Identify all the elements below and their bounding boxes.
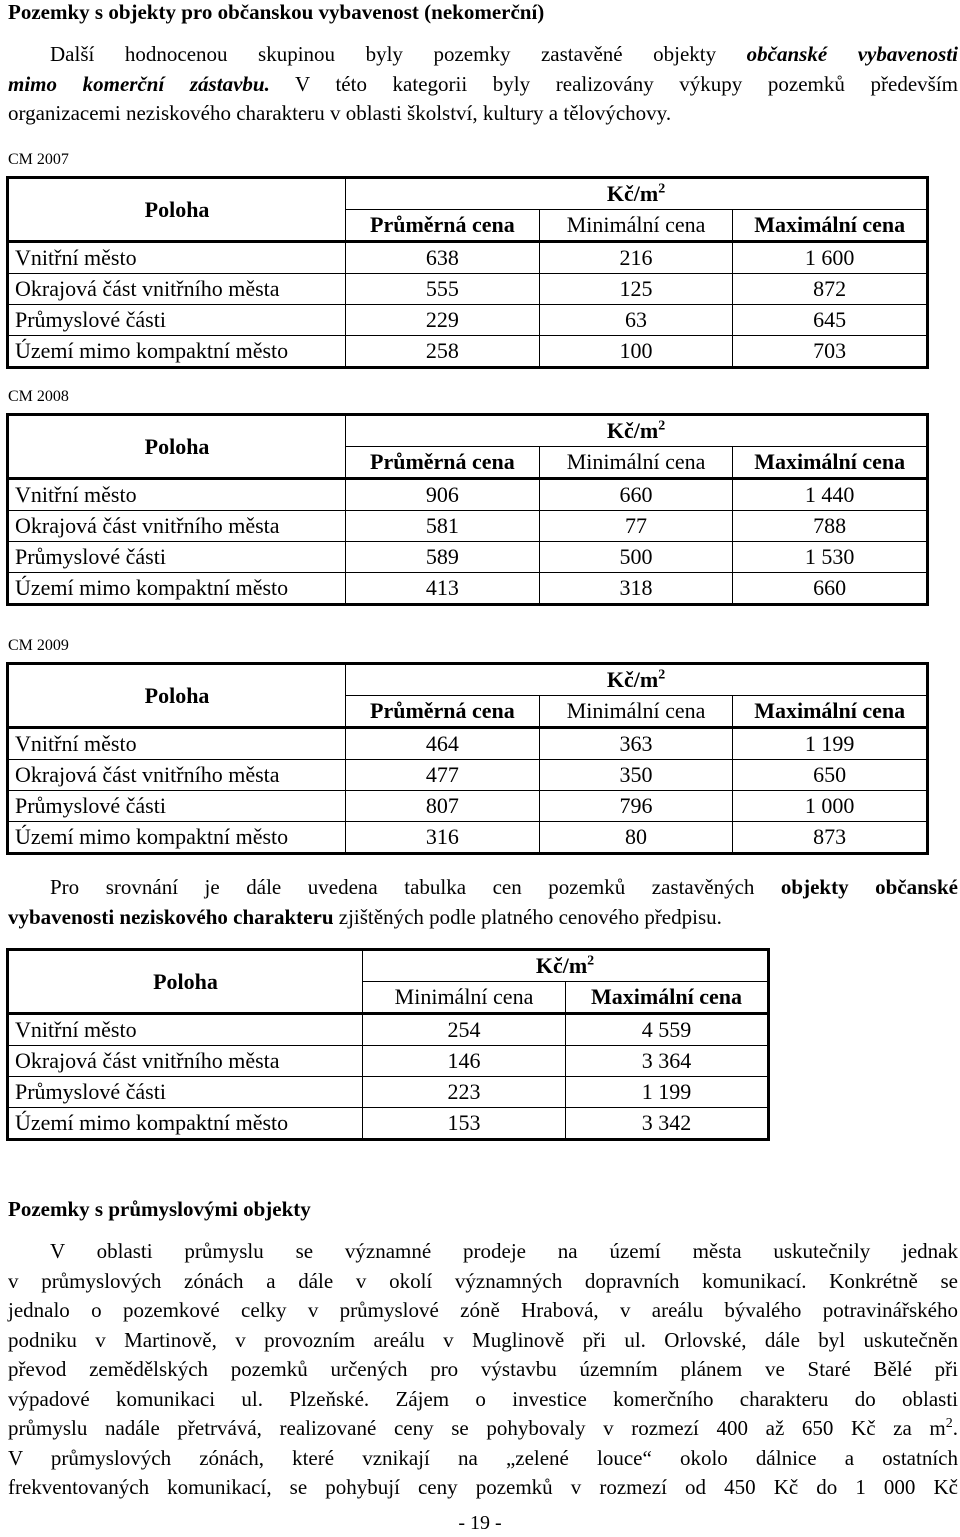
cell-location: Průmyslové části — [8, 791, 346, 822]
intro-emphasis: občanské vybavenosti — [746, 42, 959, 66]
cell-max: 3 342 — [566, 1108, 769, 1140]
header-location: Poloha — [8, 415, 346, 479]
cell-location: Území mimo kompaktní město — [8, 822, 346, 854]
cell-max: 650 — [733, 760, 928, 791]
intro-line-3 — [8, 99, 958, 129]
unit-label: Kč/m — [606, 667, 659, 692]
unit-superscript: 2 — [658, 418, 666, 434]
industrial-paragraph — [8, 1237, 958, 1503]
comparison-text: zjištěných podle platného cenového předpisu. — [333, 904, 722, 929]
comparison-paragraph — [8, 873, 958, 932]
cell-min: 77 — [539, 511, 733, 542]
cell-min: 223 — [363, 1077, 566, 1108]
page-number: - 19 - — [458, 1512, 502, 1534]
industrial-line: převod zemědělských pozemků určených pro výstavbu územním plánem ve Staré Bělé při — [8, 1357, 958, 1381]
intro-text: Další hodnocenou skupinou byly pozemky zastavěné objekty — [50, 42, 747, 66]
table-caption-2008: CM 2008 — [8, 388, 69, 405]
industrial-line: jednalo o pozemkové celky v průmyslové zóně Hrabová, v areálu bývalého potravinářského — [8, 1298, 958, 1322]
cell-location: Území mimo kompaktní město — [8, 573, 346, 605]
table-row — [8, 542, 928, 573]
cell-location: Vnitřní město — [8, 728, 346, 760]
comparison-line-2 — [8, 903, 958, 933]
cell-location: Okrajová část vnitřního města — [8, 274, 346, 305]
industrial-text: průmyslu nadále přetrvává, realizované ceny se pohybovaly v rozmezí 400 až 650 Kč za m — [8, 1416, 946, 1440]
table-row — [8, 760, 928, 791]
cell-location: Vnitřní město — [8, 1014, 363, 1046]
cell-min: 80 — [539, 822, 733, 854]
industrial-line: v průmyslových zónách a dále v okolí významných dopravních komunikací. Konkrétně se — [8, 1268, 958, 1293]
cell-avg: 413 — [346, 573, 540, 605]
cell-location: Okrajová část vnitřního města — [8, 1046, 363, 1077]
table-row — [8, 274, 928, 305]
header-location: Poloha — [8, 178, 346, 242]
unit-superscript: 2 — [945, 1416, 953, 1431]
cell-min: 318 — [539, 573, 733, 605]
table-row — [8, 336, 928, 368]
cell-min: 216 — [539, 242, 733, 274]
unit-label: Kč/m — [535, 953, 588, 978]
cell-avg: 581 — [346, 511, 540, 542]
table-row — [8, 822, 928, 854]
table-caption-2007: CM 2007 — [8, 151, 69, 168]
price-table-2007 — [6, 176, 929, 369]
cell-max: 3 364 — [566, 1046, 769, 1077]
cell-location: Okrajová část vnitřního města — [8, 511, 346, 542]
cell-max: 872 — [733, 274, 928, 305]
cell-max: 1 600 — [733, 242, 928, 274]
header-avg: Průměrná cena — [346, 447, 540, 479]
intro-text: organizacemi neziskového charakteru v oblasti školství, kultury a tělovýchovy. — [8, 101, 672, 125]
table-row — [8, 511, 928, 542]
comparison-text: Pro srovnání je dále uvedena tabulka cen pozemků zastavěných — [50, 875, 781, 899]
header-min: Minimální cena — [363, 982, 566, 1014]
unit-superscript: 2 — [658, 667, 666, 683]
cell-location: Vnitřní město — [8, 479, 346, 511]
section-heading-industrial: Pozemky s průmyslovými objekty — [8, 1197, 311, 1221]
table-row — [8, 1108, 769, 1140]
header-avg: Průměrná cena — [346, 210, 540, 242]
intro-line-2 — [8, 70, 958, 100]
cell-avg: 638 — [346, 242, 540, 274]
table-row — [8, 1077, 769, 1108]
intro-emphasis: mimo komerční zástavbu. — [8, 71, 270, 96]
header-max: Maximální cena — [566, 982, 769, 1014]
unit-superscript: 2 — [587, 953, 595, 969]
cell-avg: 906 — [346, 479, 540, 511]
header-unit — [346, 415, 928, 447]
cell-avg: 258 — [346, 336, 540, 368]
cell-location: Okrajová část vnitřního města — [8, 760, 346, 791]
header-location: Poloha — [8, 950, 363, 1014]
intro-text: V této kategorii byly realizovány výkupy pozemků především — [269, 71, 958, 96]
industrial-line: V průmyslových zónách, které vznikají na „zelené louce“ okolo dálnice a ostatních — [8, 1445, 958, 1470]
header-unit — [363, 950, 769, 982]
intro-paragraph — [8, 40, 958, 129]
cell-max: 1 199 — [566, 1077, 769, 1108]
comparison-emphasis: vybavenosti neziskového charakteru — [8, 904, 334, 929]
cell-avg: 807 — [346, 791, 540, 822]
header-avg: Průměrná cena — [346, 696, 540, 728]
table-row — [8, 573, 928, 605]
table-row — [8, 479, 928, 511]
industrial-line: frekventovaných komunikací, se pohybují ceny pozemků v rozmezí od 450 Kč do 1 000 Kč — [8, 1475, 958, 1499]
cell-location: Průmyslové části — [8, 1077, 363, 1108]
table-row — [8, 1014, 769, 1046]
cell-max: 873 — [733, 822, 928, 854]
regulated-price-table — [6, 948, 770, 1141]
header-min: Minimální cena — [539, 696, 733, 728]
cell-max: 1 440 — [733, 479, 928, 511]
header-location: Poloha — [8, 664, 346, 728]
header-max: Maximální cena — [733, 210, 928, 242]
header-max: Maximální cena — [733, 447, 928, 479]
table-row — [8, 242, 928, 274]
cell-avg: 316 — [346, 822, 540, 854]
header-max: Maximální cena — [733, 696, 928, 728]
cell-avg: 477 — [346, 760, 540, 791]
cell-min: 63 — [539, 305, 733, 336]
industrial-text: . — [952, 1416, 958, 1440]
cell-min: 350 — [539, 760, 733, 791]
cell-avg: 229 — [346, 305, 540, 336]
industrial-line: V oblasti průmyslu se významné prodeje na území města uskutečnily jednak — [50, 1239, 958, 1263]
table-row — [8, 791, 928, 822]
cell-min: 100 — [539, 336, 733, 368]
cell-min: 796 — [539, 791, 733, 822]
industrial-line: podniku v Martinově, v provozním areálu v Muglinově při ul. Orlovské, dále byl uskutečněn — [8, 1327, 958, 1352]
table-row — [8, 305, 928, 336]
cell-max: 645 — [733, 305, 928, 336]
header-unit — [346, 178, 928, 210]
cell-max: 788 — [733, 511, 928, 542]
cell-location: Území mimo kompaktní město — [8, 336, 346, 368]
cell-min: 125 — [539, 274, 733, 305]
header-unit — [346, 664, 928, 696]
cell-max: 1 530 — [733, 542, 928, 573]
price-table-2008 — [6, 413, 929, 606]
industrial-line — [8, 1414, 958, 1444]
cell-min: 146 — [363, 1046, 566, 1077]
price-table-2009 — [6, 662, 929, 855]
cell-max: 660 — [733, 573, 928, 605]
unit-label: Kč/m — [606, 418, 659, 443]
cell-location: Území mimo kompaktní město — [8, 1108, 363, 1140]
cell-min: 153 — [363, 1108, 566, 1140]
comparison-line-1 — [8, 873, 958, 903]
unit-superscript: 2 — [658, 181, 666, 197]
industrial-line: výpadové komunikaci ul. Plzeňské. Zájem o investice komerčního charakteru do oblasti — [8, 1386, 958, 1411]
cell-avg: 589 — [346, 542, 540, 573]
cell-min: 660 — [539, 479, 733, 511]
table-row — [8, 728, 928, 760]
cell-max: 4 559 — [566, 1014, 769, 1046]
cell-min: 363 — [539, 728, 733, 760]
cell-max: 703 — [733, 336, 928, 368]
cell-location: Vnitřní město — [8, 242, 346, 274]
cell-max: 1 000 — [733, 791, 928, 822]
header-min: Minimální cena — [539, 210, 733, 242]
cell-max: 1 199 — [733, 728, 928, 760]
header-min: Minimální cena — [539, 447, 733, 479]
comparison-emphasis: objekty občanské — [780, 875, 958, 899]
cell-min: 254 — [363, 1014, 566, 1046]
unit-label: Kč/m — [606, 181, 659, 206]
cell-avg: 464 — [346, 728, 540, 760]
cell-min: 500 — [539, 542, 733, 573]
section-heading-civic: Pozemky s objekty pro občanskou vybavenost (nekomerční) — [8, 0, 545, 24]
intro-line-1 — [8, 40, 958, 70]
cell-location: Průmyslové části — [8, 542, 346, 573]
cell-avg: 555 — [346, 274, 540, 305]
cell-location: Průmyslové části — [8, 305, 346, 336]
table-caption-2009: CM 2009 — [8, 637, 69, 654]
table-row — [8, 1046, 769, 1077]
